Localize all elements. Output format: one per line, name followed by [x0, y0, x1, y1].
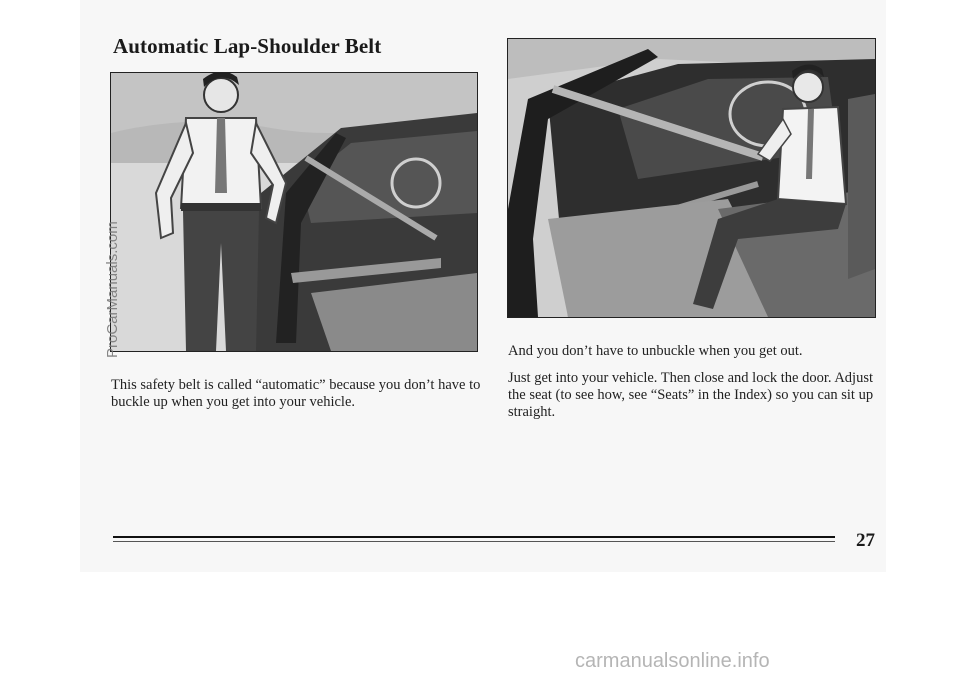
illustration-man-seated-in-car: [507, 38, 876, 318]
page-title: Automatic Lap-Shoulder Belt: [113, 34, 382, 58]
side-watermark: ProCarManuals.com: [104, 221, 121, 358]
footer-rule-thin: [113, 541, 835, 542]
paragraph-unbuckle: And you don’t have to unbuckle when you get out.: [508, 343, 803, 359]
illustration-man-at-car-door: [110, 72, 478, 352]
footer-rule: [113, 536, 835, 538]
paragraph-adjust-seat: Just get into your vehicle. Then close and lock the door. Adjust the seat (to see how, see “Seats” in the Index) so you can sit up straight.: [508, 370, 874, 420]
page-number: 27: [856, 530, 875, 551]
paragraph-automatic-belt: This safety belt is called “automatic” because you don’t have to buckle up when you get into your vehicle.: [111, 377, 481, 410]
bottom-watermark: carmanualsonline.info: [575, 650, 770, 672]
